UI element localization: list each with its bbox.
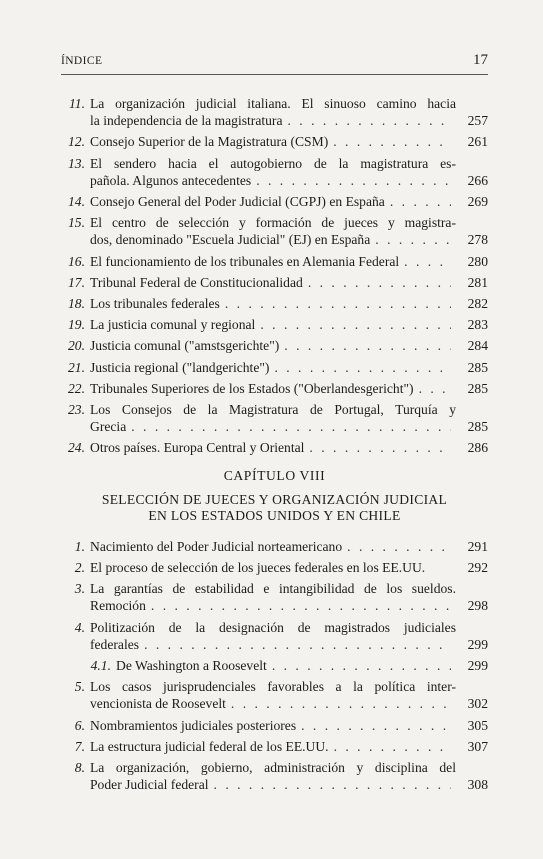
- entry-number: 16.: [68, 253, 85, 269]
- entry-last-line: [90, 172, 488, 189]
- entry-number: 15.: [68, 215, 85, 231]
- dot-leader: [347, 538, 451, 555]
- entry-body: [116, 657, 488, 674]
- entry-body: [90, 717, 488, 734]
- entry-body: [90, 538, 488, 555]
- entry-page-number: 257: [467, 113, 488, 129]
- dot-leader: [225, 295, 451, 312]
- entry-number: 19.: [68, 317, 85, 333]
- entry-title-line: Politización de la designación de magistrados judiciales: [90, 619, 456, 635]
- dot-leader: [272, 657, 451, 674]
- entry-title: El proceso de selección de los jueces federales en los EE.UU.: [90, 560, 426, 576]
- page-header: [61, 52, 488, 75]
- dot-leader: [151, 597, 451, 614]
- toc-entry: [61, 619, 488, 653]
- entry-body: [90, 295, 488, 312]
- entry-last-line: [90, 776, 488, 793]
- chapter-title-line: SELECCIÓN DE JUECES Y ORGANIZACIÓN JUDICIAL: [101, 491, 448, 507]
- entry-last-line: [90, 316, 488, 333]
- dot-leader: [284, 337, 451, 354]
- entry-title: La justicia comunal y regional: [90, 317, 256, 333]
- entry-title: Justicia comunal ("amstsgerichte"): [90, 338, 280, 354]
- entry-body: [90, 274, 488, 291]
- entry-last-line: [90, 738, 488, 755]
- entry-last-line: [90, 295, 488, 312]
- entry-page-number: 269: [467, 194, 488, 210]
- page-number: 17: [473, 52, 488, 68]
- dot-leader: [334, 738, 451, 755]
- entry-number: 21.: [68, 359, 85, 375]
- chapter-title: [61, 492, 488, 524]
- entry-page-number: 281: [467, 274, 488, 290]
- entry-body: [90, 559, 488, 576]
- entry-body: [90, 619, 488, 653]
- toc-entry: [61, 337, 488, 354]
- entry-page-number: 305: [467, 717, 488, 733]
- entry-body: [90, 316, 488, 333]
- entry-title: El funcionamiento de los tribunales en Alemania Federal: [90, 253, 400, 269]
- dot-leader: [390, 193, 451, 210]
- entry-page-number: 286: [467, 440, 488, 456]
- entry-body: [90, 439, 488, 456]
- entry-body: [90, 401, 488, 435]
- toc-entry: [61, 717, 488, 734]
- entry-last-line: [90, 439, 488, 456]
- entry-last-line: [90, 717, 488, 734]
- entry-page-number: 266: [467, 172, 488, 188]
- entry-last-line: [90, 231, 488, 248]
- entry-number: 24.: [68, 440, 85, 456]
- toc-entry: [61, 401, 488, 435]
- entry-title: vencionista de Roosevelt: [90, 696, 226, 712]
- entry-title-line: El centro de selección y formación de jueces y magistra-: [90, 215, 456, 231]
- dot-leader: [214, 776, 451, 793]
- entry-number: 11.: [69, 96, 85, 111]
- toc-entry: [61, 95, 488, 129]
- entry-page-number: 291: [467, 538, 488, 554]
- dot-leader: [256, 172, 451, 189]
- entry-page-number: 308: [467, 777, 488, 793]
- entry-body: [90, 678, 488, 712]
- entry-body: [90, 380, 488, 397]
- entry-body: [90, 214, 488, 248]
- entry-page-number: 284: [467, 338, 488, 354]
- entry-page-number: 282: [467, 296, 488, 312]
- entry-title-line: La garantías de estabilidad e intangibilidad de los sueldos.: [90, 581, 456, 597]
- toc-entry: [61, 738, 488, 755]
- entry-body: [90, 337, 488, 354]
- entry-title: Los tribunales federales: [90, 296, 220, 312]
- entry-title: Consejo General del Poder Judicial (CGPJ) en España: [90, 194, 385, 210]
- entry-last-line: [90, 274, 488, 291]
- entry-title: dos, denominado "Escuela Judicial" (EJ) en España: [90, 232, 371, 248]
- entry-body: [90, 155, 488, 189]
- dot-leader: [404, 253, 451, 270]
- entry-last-line: [90, 636, 488, 653]
- entry-title: Consejo Superior de la Magistratura (CSM): [90, 134, 329, 150]
- dot-leader: [231, 695, 451, 712]
- entry-number: 12.: [68, 134, 85, 150]
- entry-page-number: 307: [467, 738, 488, 754]
- entry-number: 8.: [74, 760, 85, 776]
- entry-last-line: [90, 253, 488, 270]
- chapter-label: CAPÍTULO VIII: [223, 467, 326, 483]
- entry-body: [90, 580, 488, 614]
- entry-title: Grecia: [90, 419, 127, 435]
- dot-leader: [301, 717, 451, 734]
- entry-title: federales: [90, 636, 140, 652]
- entry-number: 3.: [74, 581, 85, 597]
- entry-title: Tribunal Federal de Constitucionalidad: [90, 274, 303, 290]
- entry-title: Nacimiento del Poder Judicial norteamericano: [90, 538, 343, 554]
- running-head: ÍNDICE: [61, 55, 103, 67]
- entry-number: 17.: [68, 274, 85, 290]
- dot-leader: [419, 380, 451, 397]
- entry-last-line: [116, 657, 488, 674]
- toc-entry: [61, 380, 488, 397]
- entry-page-number: 299: [467, 658, 488, 674]
- dot-leader: [309, 439, 451, 456]
- entry-number: 7.: [74, 738, 85, 754]
- entry-title: De Washington a Roosevelt: [116, 658, 267, 674]
- entry-number: 2.: [74, 560, 85, 576]
- entry-page-number: 285: [467, 380, 488, 396]
- entry-number: 20.: [68, 338, 85, 354]
- entry-number: 1.: [74, 538, 85, 554]
- toc-entry: [61, 253, 488, 270]
- entry-title: Tribunales Superiores de los Estados ("Oberlandesgericht"): [90, 380, 414, 396]
- toc-entry: [61, 439, 488, 456]
- entry-last-line: [90, 337, 488, 354]
- toc-entry: [61, 155, 488, 189]
- toc-section-chapter-viii: [61, 538, 488, 794]
- entry-page-number: 280: [467, 253, 488, 269]
- entry-page-number: 278: [467, 232, 488, 248]
- entry-body: [90, 95, 488, 129]
- entry-title: pañola. Algunos antecedentes: [90, 172, 252, 188]
- entry-last-line: [90, 359, 488, 376]
- entry-body: [90, 359, 488, 376]
- toc-entry: [61, 580, 488, 614]
- chapter-title-line: EN LOS ESTADOS UNIDOS Y EN CHILE: [148, 507, 401, 523]
- dot-leader: [144, 636, 451, 653]
- entry-page-number: 292: [467, 560, 488, 576]
- entry-number: 13.: [68, 155, 85, 171]
- dot-leader: [274, 359, 451, 376]
- entry-body: [90, 133, 488, 150]
- dot-leader: [308, 274, 451, 291]
- entry-last-line: [90, 538, 488, 555]
- entry-title-line: Los casos jurisprudenciales favorables a la política inter-: [90, 679, 456, 695]
- entry-number: 14.: [68, 194, 85, 210]
- toc-entry: [61, 759, 488, 793]
- entry-last-line: [90, 112, 488, 129]
- entry-last-line: [90, 559, 488, 576]
- entry-last-line: [90, 418, 488, 435]
- entry-title-line: La organización judicial italiana. El sinuoso camino hacia: [90, 96, 456, 111]
- dot-leader: [260, 316, 451, 333]
- entry-page-number: 298: [467, 598, 488, 614]
- entry-title: la independencia de la magistratura: [90, 113, 283, 129]
- entry-title-line: El sendero hacia el autogobierno de la magistratura es-: [90, 155, 456, 171]
- entry-last-line: [90, 695, 488, 712]
- dot-leader: [375, 231, 451, 248]
- entry-number: 5.: [74, 679, 85, 695]
- toc-entry: [61, 214, 488, 248]
- toc-section-chapter-vii: [61, 95, 488, 457]
- entry-page-number: 302: [467, 696, 488, 712]
- entry-last-line: [90, 133, 488, 150]
- entry-title: Nombramientos judiciales posteriores: [90, 717, 297, 733]
- toc-entry: [61, 359, 488, 376]
- entry-title-line: Los Consejos de la Magistratura de Portugal, Turquía y: [90, 402, 456, 418]
- dot-leader: [131, 418, 451, 435]
- entry-body: [90, 738, 488, 755]
- entry-title: Poder Judicial federal: [90, 777, 209, 793]
- toc-entry: [61, 316, 488, 333]
- entry-title: La estructura judicial federal de los EE.UU.: [90, 738, 329, 754]
- entry-last-line: [90, 193, 488, 210]
- toc-entry: [61, 295, 488, 312]
- toc-entry: [61, 538, 488, 555]
- entry-number: 4.: [74, 619, 85, 635]
- dot-leader: [333, 133, 451, 150]
- toc-entry: [61, 678, 488, 712]
- entry-number: 22.: [68, 380, 85, 396]
- entry-last-line: [90, 380, 488, 397]
- entry-body: [90, 253, 488, 270]
- entry-page-number: 283: [467, 317, 488, 333]
- table-of-contents: [61, 95, 488, 798]
- entry-body: [90, 759, 488, 793]
- toc-entry: [61, 657, 488, 674]
- toc-entry: [61, 274, 488, 291]
- entry-number: 4.1.: [90, 658, 111, 674]
- entry-number: 23.: [68, 402, 85, 418]
- entry-page-number: 299: [467, 636, 488, 652]
- entry-last-line: [90, 597, 488, 614]
- entry-number: 18.: [68, 296, 85, 312]
- entry-body: [90, 193, 488, 210]
- dot-leader: [288, 112, 452, 129]
- toc-entry: [61, 559, 488, 576]
- entry-title: Remoción: [90, 598, 146, 614]
- entry-page-number: 261: [467, 134, 488, 150]
- toc-entry: [61, 193, 488, 210]
- entry-page-number: 285: [467, 359, 488, 375]
- toc-entry: [61, 133, 488, 150]
- entry-number: 6.: [74, 717, 85, 733]
- entry-title-line: La organización, gobierno, administración y disciplina del: [90, 760, 456, 776]
- entry-title: Otros países. Europa Central y Oriental: [90, 440, 305, 456]
- entry-page-number: 285: [467, 419, 488, 435]
- entry-title: Justicia regional ("landgerichte"): [90, 359, 270, 375]
